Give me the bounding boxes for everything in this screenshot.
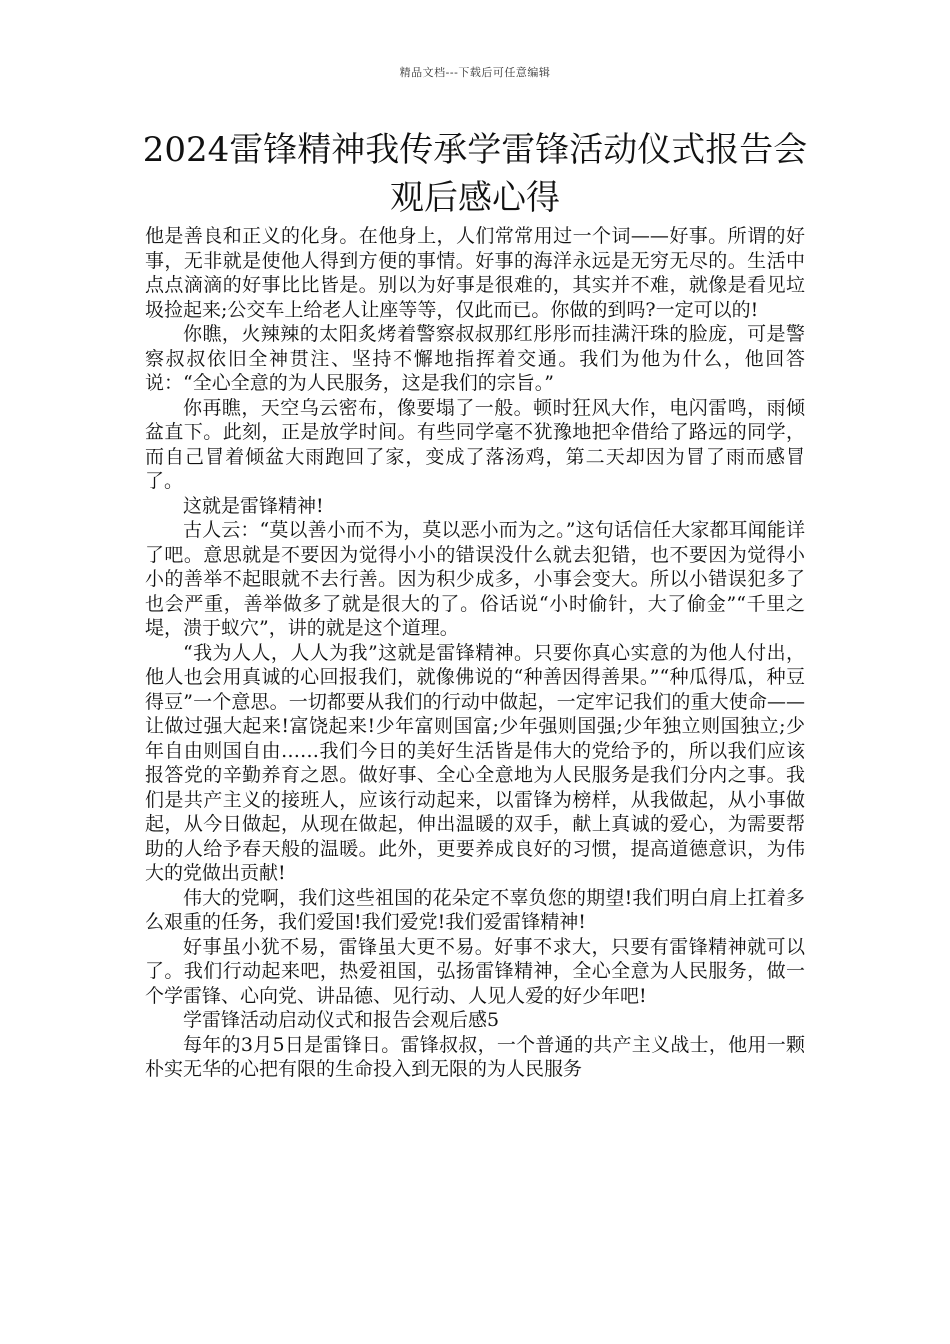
paragraph: 古人云：“莫以善小而不为，莫以恶小而为之。”这句话信任大家都耳闻能详了吧。意思就是不要因为觉得小小的错误没什么就去犯错，也不要因为觉得小小的善举不起眼就不去行善。因为积少成多，小事会变大。所以小错误犯多了也会严重，善举做多了就是很大的了。俗话说“小时偷针，大了偷金”“千里之堤，溃于蚁穴”，讲的就是这个道理。 [145,519,805,639]
paragraph: 他是善良和正义的化身。在他身上，人们常常用过一个词——好事。所谓的好事，无非就是使他人得到方便的事情。好事的海洋永远是无穷无尽的。生活中点点滴滴的好事比比皆是。别以为好事是很难的，其实并不难，就像是看见垃圾捡起来;公交车上给老人让座等等，仅此而已。你做的到吗?一定可以的! [145,225,805,321]
paragraph: “我为人人，人人为我”这就是雷锋精神。只要你真心实意的为他人付出，他人也会用真诚的心回报我们，就像佛说的“种善因得善果。”“种瓜得瓜，种豆得豆”一个意思。一切都要从我们的行动中做起，一定牢记我们的重大使命——让做过强大起来!富饶起来!少年富则国富;少年强则国强;少年独立则国独立;少年自由则国自由……我们今日的美好生活皆是伟大的党给予的，所以我们应该报答党的辛勤养育之恩。做好事、全心全意地为人民服务是我们分内之事。我们是共产主义的接班人，应该行动起来，以雷锋为榜样，从我做起，从小事做起，从今日做起，从现在做起，伸出温暖的双手，献上真诚的爱心，为需要帮助的人给予春天般的温暖。此外，更要养成良好的习惯，提高道德意识，为伟大的党做出贡献! [145,641,805,884]
header-note: 精品文档---下载后可任意编辑 [399,66,551,79]
section-heading: 学雷锋活动启动仪式和报告会观后感5 [183,1009,500,1031]
paragraph: 好事虽小犹不易，雷锋虽大更不易。好事不求大，只要有雷锋精神就可以了。我们行动起来吧，热爱祖国，弘扬雷锋精神，全心全意为人民服务，做一个学雷锋、心向党、讲品德、见行动、人见人爱的好少年吧! [145,935,805,1007]
paragraph: 你再瞧，天空乌云密布，像要塌了一般。顿时狂风大作，电闪雷鸣，雨倾盆直下。此刻，正是放学时间。有些同学毫不犹豫地把伞借给了路远的同学，而自己冒着倾盆大雨跑回了家，变成了落汤鸡，第二天却因为冒了雨而感冒了。 [145,396,805,492]
paragraph: 你瞧，火辣辣的太阳炙烤着警察叔叔那红彤彤而挂满汗珠的脸庞，可是警察叔叔依旧全神贯注、坚持不懈地指挥着交通。我们为他为什么，他回答说：“全心全意的为人民服务，这是我们的宗旨。” [145,323,805,394]
paragraph: 每年的3月5日是雷锋日。雷锋叔叔，一个普通的共产主义战士，他用一颗朴实无华的心把有限的生命投入到无限的为人民服务 [145,1033,805,1080]
document-body [145,224,805,1082]
paragraph: 这就是雷锋精神! [183,494,324,517]
page-title: 2024雷锋精神我传承学雷锋活动仪式报告会观后感心得 [142,130,808,218]
paragraph: 伟大的党啊，我们这些祖国的花朵定不辜负您的期望!我们明白肩上扛着多么艰重的任务，我们爱国!我们爱党!我们爱雷锋精神! [145,886,805,933]
